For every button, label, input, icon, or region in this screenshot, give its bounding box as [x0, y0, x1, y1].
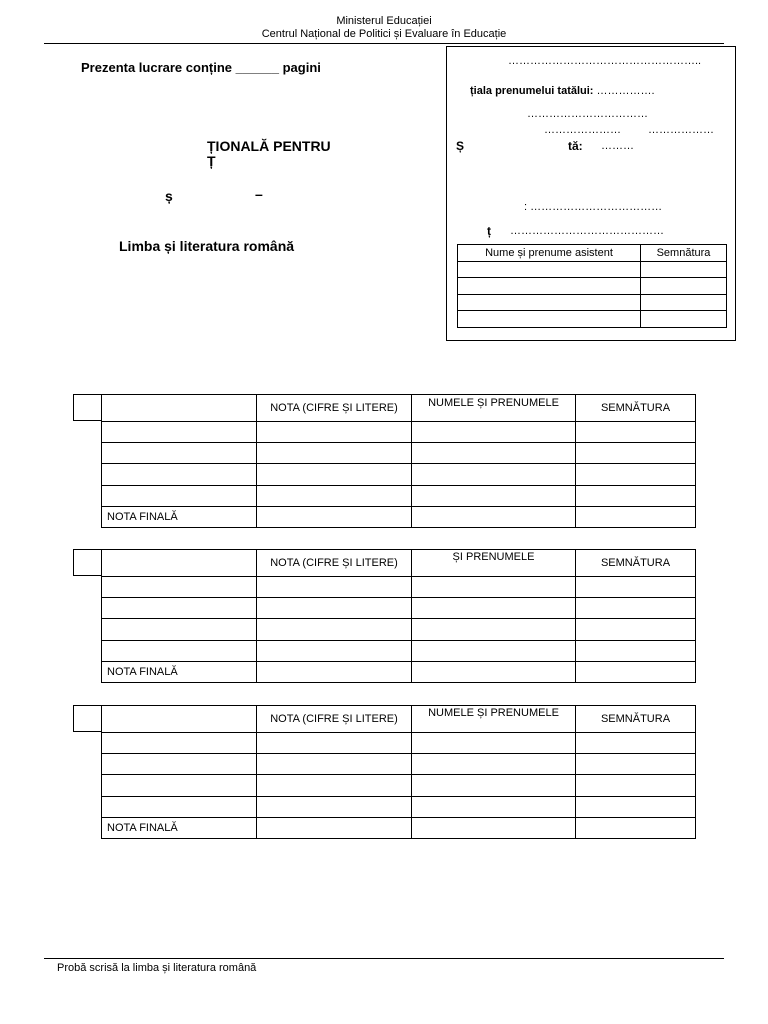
final-grade-cell[interactable] [576, 507, 696, 528]
assistant-name-cell[interactable] [458, 262, 641, 278]
grade-header-nota: NOTA (CIFRE ȘI LITERE) [257, 395, 412, 422]
assistant-name-cell[interactable] [458, 278, 641, 295]
assistant-sign-cell[interactable] [641, 295, 727, 311]
grade-cell[interactable] [412, 775, 576, 797]
grade-cell[interactable] [412, 619, 576, 641]
grade-cell[interactable] [257, 464, 412, 486]
grade-cell[interactable] [257, 598, 412, 619]
grade-cell[interactable] [576, 775, 696, 797]
grade-cell[interactable] [576, 422, 696, 443]
grade-cell[interactable] [576, 598, 696, 619]
grade-cell[interactable] [102, 641, 257, 662]
grade-cell[interactable] [412, 754, 576, 775]
id-line-4b[interactable]: ……………… [648, 124, 714, 136]
assistant-sign-header: Semnătura [641, 245, 727, 262]
id-line-5-letter: Ș [456, 139, 465, 153]
grade-cell[interactable] [576, 577, 696, 598]
grader-index-cell [73, 549, 102, 576]
assistant-name-cell[interactable] [458, 311, 641, 328]
final-grade-cell[interactable] [257, 507, 412, 528]
grade-cell[interactable] [576, 486, 696, 507]
subject-title: Limba și literatura română [119, 238, 295, 254]
footer-text: Probă scrisă la limba și literatura română [57, 962, 257, 974]
grade-cell[interactable] [102, 486, 257, 507]
final-grade-cell[interactable] [412, 662, 576, 683]
final-grade-label: NOTA FINALĂ [102, 507, 257, 528]
center-name: Centrul Național de Politici și Evaluare în Educație [261, 28, 507, 40]
grade-header-blank [102, 395, 257, 422]
grade-cell[interactable] [102, 598, 257, 619]
grade-cell[interactable] [412, 641, 576, 662]
grade-cell[interactable] [102, 733, 257, 754]
assistant-sign-cell[interactable] [641, 262, 727, 278]
assistant-sign-cell[interactable] [641, 278, 727, 295]
grade-cell[interactable] [576, 733, 696, 754]
grade-header-sign: SEMNĂTURA [576, 550, 696, 577]
session-dash: – [255, 186, 263, 202]
grade-cell[interactable] [102, 464, 257, 486]
grade-cell[interactable] [102, 775, 257, 797]
grade-cell[interactable] [576, 797, 696, 818]
id-line-6[interactable]: : ……………………………… [524, 201, 663, 213]
grade-cell[interactable] [576, 619, 696, 641]
id-line-4a[interactable]: ………………… [544, 124, 621, 136]
grade-cell[interactable] [576, 443, 696, 464]
grade-header-sign: SEMNĂTURA [576, 706, 696, 733]
id-line-1: …………………………………………….. [508, 55, 702, 67]
grade-cell[interactable] [257, 733, 412, 754]
grade-cell[interactable] [257, 422, 412, 443]
final-grade-cell[interactable] [257, 818, 412, 839]
grade-cell[interactable] [412, 422, 576, 443]
grade-cell[interactable] [412, 486, 576, 507]
grade-header-nota: NOTA (CIFRE ȘI LITERE) [257, 550, 412, 577]
grade-cell[interactable] [412, 443, 576, 464]
header-rule [44, 43, 724, 44]
grade-cell[interactable] [412, 733, 576, 754]
grade-cell[interactable] [412, 598, 576, 619]
id-line-5-value[interactable]: ……… [601, 140, 634, 152]
ministry-name: Ministerul Educației [336, 15, 432, 27]
exam-title-line1: ȚIONALĂ PENTRU [207, 138, 331, 154]
exam-title-line2: Ț [207, 153, 216, 169]
father-initial-row [470, 85, 655, 97]
grade-cell[interactable] [257, 797, 412, 818]
final-grade-cell[interactable] [576, 818, 696, 839]
assistant-name-cell[interactable] [458, 295, 641, 311]
assistant-table [457, 244, 727, 328]
final-grade-label: NOTA FINALĂ [102, 662, 257, 683]
grade-cell[interactable] [102, 619, 257, 641]
grade-cell[interactable] [257, 619, 412, 641]
grade-cell[interactable] [102, 797, 257, 818]
final-grade-cell[interactable] [257, 662, 412, 683]
father-initial-label: țiala prenumelui tatălui: [470, 85, 594, 97]
grade-cell[interactable] [412, 464, 576, 486]
final-grade-cell[interactable] [412, 818, 576, 839]
grade-cell[interactable] [257, 486, 412, 507]
grade-cell[interactable] [257, 775, 412, 797]
grade-cell[interactable] [257, 443, 412, 464]
grader-index-cell [73, 394, 102, 421]
grade-table-3 [101, 705, 696, 839]
grade-table-2 [101, 549, 696, 683]
grade-header-name: NUMELE ȘI PRENUMELE [412, 395, 576, 422]
grade-header-blank [102, 706, 257, 733]
grade-cell[interactable] [576, 754, 696, 775]
grade-header-blank [102, 550, 257, 577]
final-grade-label: NOTA FINALĂ [102, 818, 257, 839]
grader-index-cell [73, 705, 102, 732]
father-initial-value[interactable]: ……………. [596, 85, 655, 97]
grade-header-sign: SEMNĂTURA [576, 395, 696, 422]
grade-cell[interactable] [102, 443, 257, 464]
final-grade-cell[interactable] [576, 662, 696, 683]
id-line-7-letter: ț [487, 224, 491, 238]
page-count-line: Prezenta lucrare conține ______ pagini [81, 60, 321, 75]
id-line-5-label: tă: [568, 139, 583, 153]
grade-cell[interactable] [102, 577, 257, 598]
assistant-sign-cell[interactable] [641, 311, 727, 328]
assistant-name-header: Nume și prenume asistent [458, 245, 641, 262]
grade-table-1 [101, 394, 696, 528]
grade-header-nota: NOTA (CIFRE ȘI LITERE) [257, 706, 412, 733]
session-letter: ș [165, 188, 173, 204]
grade-cell[interactable] [412, 577, 576, 598]
grade-cell[interactable] [576, 464, 696, 486]
id-line-3[interactable]: …………………………… [527, 108, 648, 120]
final-grade-cell[interactable] [412, 507, 576, 528]
grade-cell[interactable] [412, 797, 576, 818]
grade-header-name: NUMELE ȘI PRENUMELE [412, 706, 576, 733]
grade-cell[interactable] [257, 577, 412, 598]
grade-cell[interactable] [257, 754, 412, 775]
grade-cell[interactable] [102, 754, 257, 775]
grade-cell[interactable] [576, 641, 696, 662]
grade-header-name: ȘI PRENUMELE [412, 550, 576, 577]
id-line-7-value[interactable]: …………………………………… [510, 225, 664, 237]
grade-cell[interactable] [102, 422, 257, 443]
footer-rule [44, 958, 724, 959]
grade-cell[interactable] [257, 641, 412, 662]
